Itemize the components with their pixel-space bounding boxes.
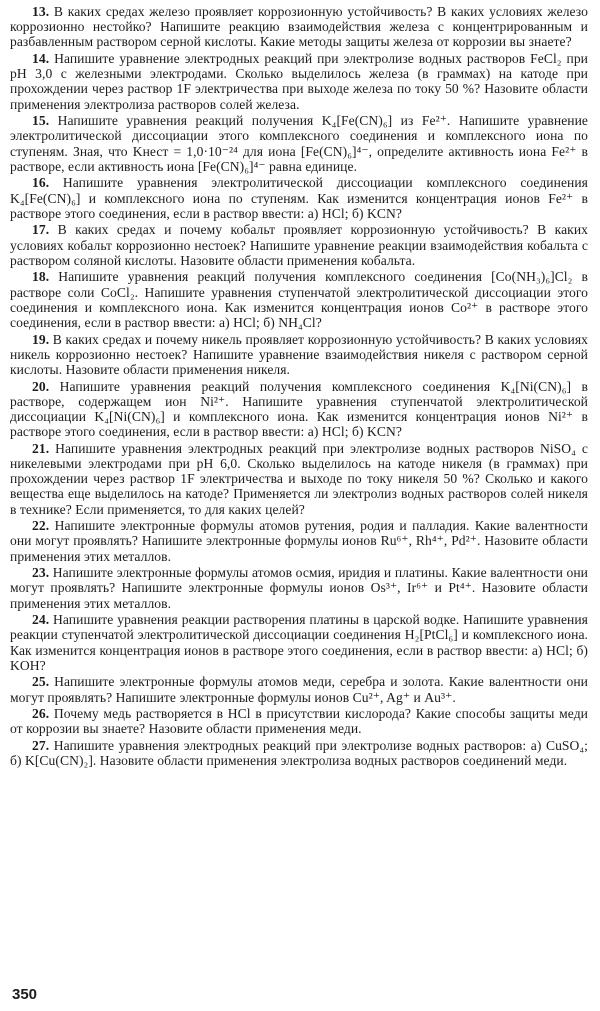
task-16: 16. Напишите уравнения электролитической диссоциации комплексного соединения K₄[Fe(CN)₆] и комплексного иона по ступеням. Как изменится концентрация ионов Fe²⁺ в растворе этого соединения, если в раствор ввести: а) HCl; б) KCN? <box>10 175 588 221</box>
task-18: 18. Напишите уравнения реакций получения комплексного соединения [Co(NH₃)₆]Cl₂ в растворе соли CoCl₂. Напишите уравнения ступенчатой электролитической диссоциации этого соединения и комплексного иона. Как изменится концентрация ионов Co²⁺ в растворе этого соединения, если в раствор ввести: а) HCl; б) NH₄Cl? <box>10 269 589 331</box>
page-text <box>10 4 588 770</box>
task-14: 14. Напишите уравнение электродных реакций при электролизе водных растворов FeCl₂ при pH 3,0 с железными электродами. Сколько выделилось железа (в граммах) на катоде при прохождении через раствор 1F электричества при выходе железа по току 50 %? Назовите области применения электролиза растворов солей железа. <box>10 51 588 112</box>
task-15: 15. Напишите уравнения реакций получения K₄[Fe(CN)₆] из Fe²⁺. Напишите уравнение электролитической диссоциации этого комплексного соединения и комплексного иона по ступеням. Зная, что Kнест = 1,0·10⁻²⁴ для иона [Fe(CN)₆]⁴⁻, определите активность иона Fe²⁺ в растворе, если активность иона [Fe(CN)₆]⁴⁻ равна единице. <box>10 113 589 174</box>
task-22: 22. Напишите электронные формулы атомов рутения, родия и палладия. Какие валентности они могут проявлять? Напишите электронные формулы ионов Ru⁶⁺, Rh⁴⁺, Pd²⁺. Назовите области применения этих металлов. <box>10 518 588 564</box>
task-17: 17. В каких средах и почему кобальт проявляет коррозионную устойчивость? В каких условиях кобальт коррозионно нестоек? Напишите уравнение реакции взаимодействия кобальта с раствором соляной кислоты. Назовите области применения кобальта. <box>10 222 588 268</box>
task-26: 26. Почему медь растворяется в HCl в присутствии кислорода? Какие способы защиты меди от коррозии вы знаете? Назовите области применения меди. <box>10 706 588 737</box>
task-19: 19. В каких средах и почему никель проявляет коррозионную устойчивость? В каких условиях никель коррозионно нестоек? Напишите уравнение взаимодействия никеля с раствором серной кислоты. Назовите области применения никеля. <box>10 331 589 378</box>
task-24: 24. Напишите уравнения реакции растворения платины в царской водке. Напишите уравнения реакции ступенчатой электролитической диссоциации соединения H₂[PtCl₆] и комплексного иона. Как изменится концентрация ионов в растворе этого соединения, если в раствор ввести: а) HCl; б) KOH? <box>10 612 588 673</box>
task-27: 27. Напишите уравнения электродных реакций при электролизе водных растворов: а) CuSO₄; б) K[Cu(CN)₂]. Назовите области применения электролиза водных растворов соединений меди. <box>10 738 589 769</box>
task-21: 21. Напишите уравнения электродных реакций при электролизе водных растворов NiSO₄ с никелевыми электродами при pH 6,0. Сколько выделилось на катоде никеля (в граммах) при прохождении через раствор 1F электричества и выходе по току никеля 50 %? Сколько и какого вещества еще выделилось на катоде? Применяется ли электролиз водных растворов солей никеля в технике? Если применяется, то для каких целей? <box>10 440 588 517</box>
page-number: 350 <box>12 986 38 1003</box>
task-23: 23. Напишите электронные формулы атомов осмия, иридия и платины. Какие валентности они могут проявлять? Напишите электронные формулы ионов Os³⁺, Ir⁶⁺ и Pt⁴⁺. Назовите области применения этих металлов. <box>10 565 588 611</box>
task-13: 13. В каких средах железо проявляет коррозионную устойчивость? В каких условиях железо коррозионно нестойко? Напишите реакцию взаимодействия железа с концентрированным и разбавленным раствором серной кислоты. Какие методы защиты железа от коррозии вы знаете? <box>10 4 588 50</box>
task-20: 20. Напишите уравнения реакций получения комплексного соединения K₄[Ni(CN)₆] в растворе, содержащем ион Ni²⁺. Напишите уравнения ступенчатой электролитической диссоциации K₄[Ni(CN)₆] и комплексного иона. Как изменится концентрация ионов Ni²⁺ в растворе этого соединения, если в раствор ввести: а) HCl; б) KCN? <box>10 378 589 440</box>
task-25: 25. Напишите электронные формулы атомов меди, серебра и золота. Какие валентности они могут проявлять? Напишите электронные формулы ионов Cu²⁺, Ag⁺ и Au³⁺. <box>10 674 588 705</box>
